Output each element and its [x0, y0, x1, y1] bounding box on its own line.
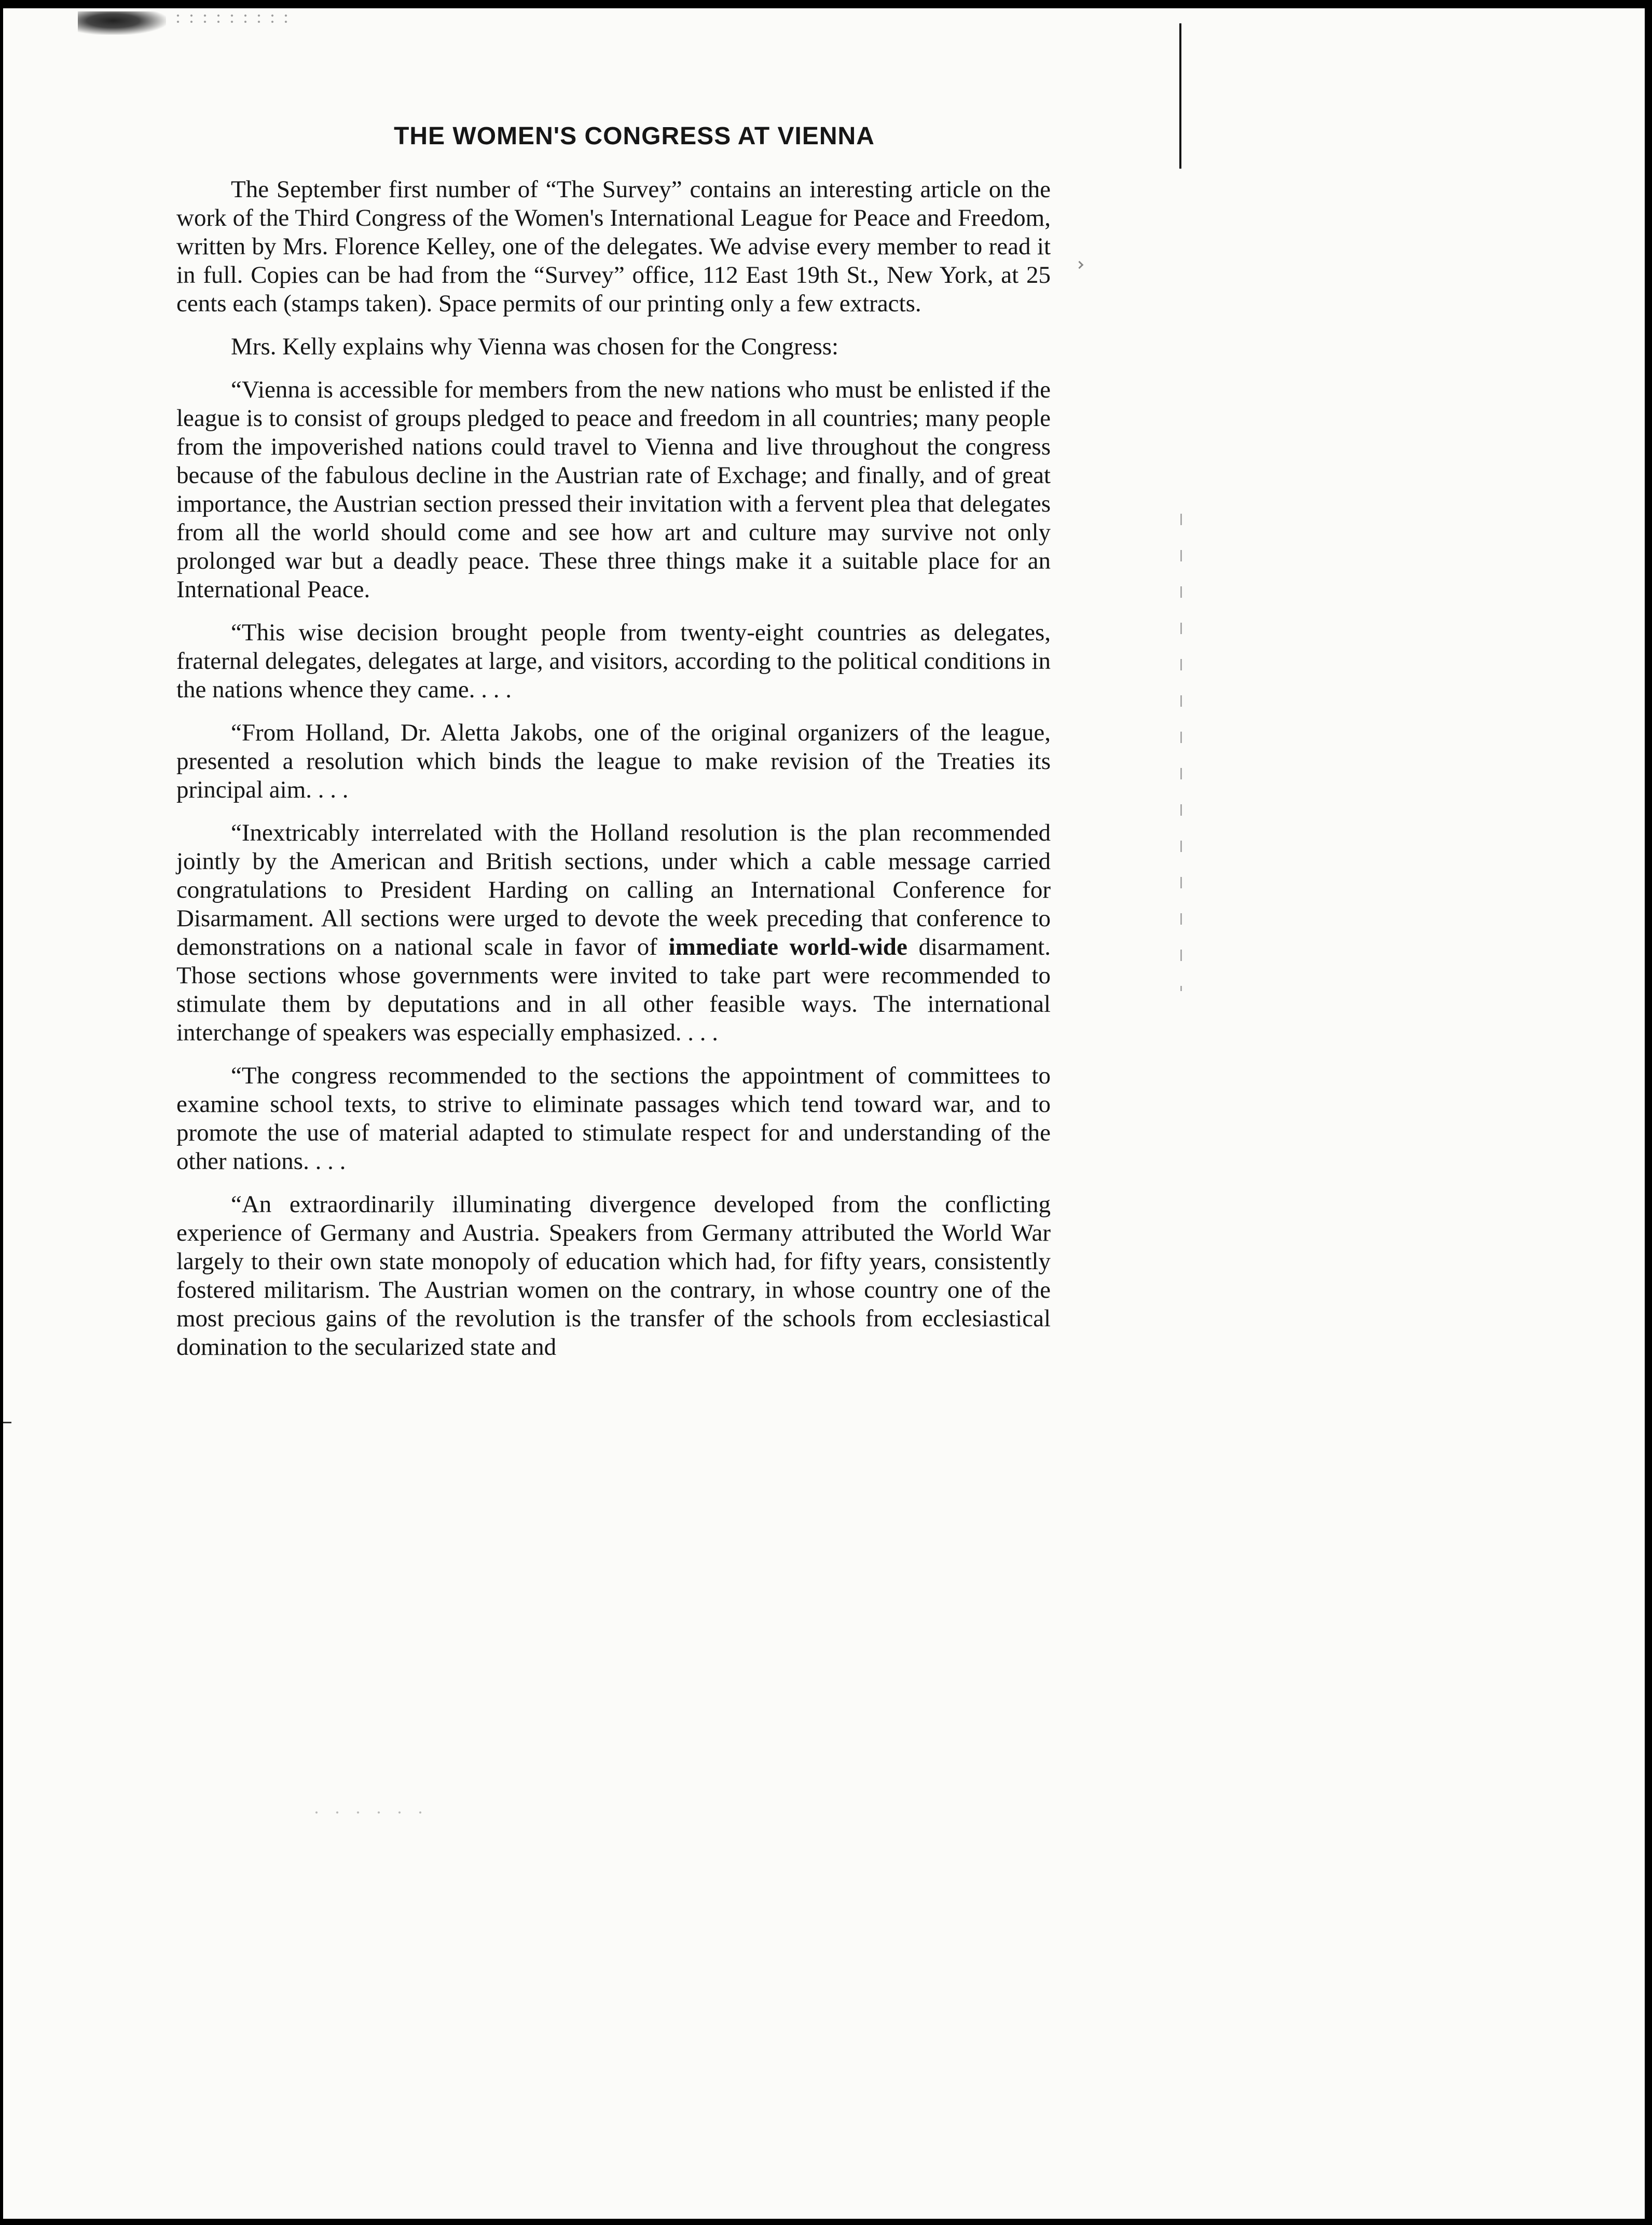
article-title: THE WOMEN'S CONGRESS AT VIENNA	[394, 122, 875, 150]
scan-specks-top	[171, 12, 296, 23]
scan-specks-bottom	[306, 1810, 425, 1815]
disarmament-emphasis: immediate world-wide	[668, 933, 907, 960]
margin-mark	[1076, 261, 1084, 269]
paragraph-disarmament	[176, 819, 1051, 1047]
paragraph-germany-austria: “An extraordinarily illuminating divergence developed from the conflicting experience of Germany and Austria. Speakers from Germany attributed the World War largely to their own state monopoly of education which had, for fifty years, consistently fostered militarism. The Austrian women on the contrary, in whose country one of the most precious gains of the revolution is the transfer of the schools from ecclesiastical domination to the secularized state and	[176, 1191, 1051, 1361]
page-fold-dashes	[1180, 514, 1182, 991]
paragraph-intro: The September first number of “The Survey” contains an interesting article on the work of the Third Congress of the Women's International League for Peace and Freedom, written by Mrs. Florence Kelley, one of the delegates. We advise every member to read it in full. Copies can be had from the “Survey” office, 112 East 19th St., New York, at 25 cents each (stamps taken). Space permits of our printing only a few extracts.	[176, 176, 1051, 317]
paragraph-holland: “From Holland, Dr. Aletta Jakobs, one of the original organizers of the league, presented a resolution which binds the league to make revision of the Treaties its principal aim. . . .	[176, 719, 1051, 803]
page-fold-line	[1179, 23, 1181, 169]
left-margin-tick	[3, 1422, 11, 1423]
paragraph-why-vienna: Mrs. Kelly explains why Vienna was chosen for the Congress:	[231, 333, 839, 360]
disarmament-text-before: “Inextricably interrelated with the Holland resolution is the plan recommended jointly by the American and British sections, under which a cable message carried congratulations to President Harding on calling an International Conference for Disarmament. All sections were urged to devote the week preceding that conference to demonstrations on a national scale in favor of	[176, 819, 1051, 960]
paragraph-school-texts: “The congress recommended to the sections the appointment of committees to examine school texts, to strive to eliminate passages which tend toward war, and to promote the use of material adapted to stimulate respect for and understanding of the other nations. . . .	[176, 1062, 1051, 1175]
article	[176, 122, 1051, 1376]
ink-smudge	[78, 11, 166, 35]
paragraph-countries: “This wise decision brought people from twenty-eight countries as delegates, fraternal delegates, delegates at large, and visitors, according to the political conditions in the nations whence they came. . . .	[176, 619, 1051, 703]
scan-border-right	[1645, 0, 1652, 2225]
disarmament-text-after: disarmament. Those sections whose governments were invited to take part were recommended to stimulate them by deputations and in all other feasible ways. The international interchange of speakers was especially emphasized. . . .	[176, 933, 1051, 1046]
scan-border-bottom	[0, 2219, 1652, 2225]
paragraph-vienna-accessible: “Vienna is accessible for members from the new nations who must be enlisted if the league is to consist of groups pledged to peace and freedom in all countries; many people from the impoverished nations could travel to Vienna and live throughout the congress because of the fabulous decline in the Austrian rate of Exchage; and finally, and of great importance, the Austrian section pressed their invitation with a fervent plea that delegates from all the world should come and see how art and culture may survive not only prolonged war but a deadly peace. These three things make it a suitable place for an International Peace.	[176, 376, 1051, 603]
scan-border-top	[0, 0, 1652, 8]
scan-border-left	[0, 0, 3, 2225]
